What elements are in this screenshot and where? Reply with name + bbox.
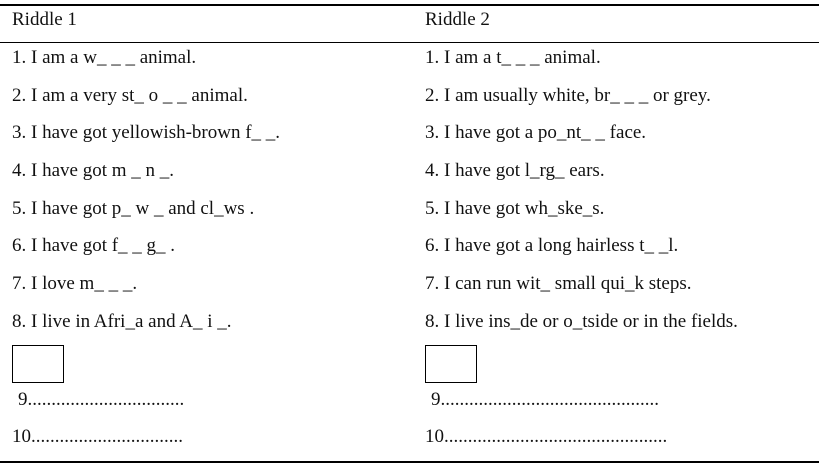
riddle-2-clue-3: 3. I have got a po_nt_ _ face. [425,122,647,143]
riddle-2-answer-box[interactable] [425,345,477,383]
riddle-1-clue-3: 3. I have got yellowish-brown f_ _. [12,122,281,143]
riddle-1-clue-6: 6. I have got f_ _ g_ . [12,235,176,256]
riddle-1-column [12,0,412,469]
riddle-2-clue-5: 5. I have got wh_ske_s. [425,198,605,219]
riddle-2-clue-8: 8. I live ins_de or o_tside or in the fields. [425,311,738,332]
riddle-1-answer-line-10[interactable]: 10................................ [12,426,183,447]
riddle-2-clue-7: 7. I can run wit_ small qui_k steps. [425,273,692,294]
riddle-1-heading: Riddle 1 [12,9,77,30]
riddle-2-clue-6: 6. I have got a long hairless t_ _l. [425,235,679,256]
riddle-1-clue-4: 4. I have got m _ n _. [12,160,175,181]
riddle-1-answer-box[interactable] [12,345,64,383]
riddle-2-heading: Riddle 2 [425,9,490,30]
riddle-1-clue-7: 7. I love m_ _ _. [12,273,138,294]
riddle-2-answer-line-10[interactable]: 10............................................... [425,426,668,447]
riddle-2-answer-line-9[interactable]: 9.............................................. [431,389,659,410]
riddle-1-clue-1: 1. I am a w_ _ _ animal. [12,47,197,68]
riddle-2-clue-2: 2. I am usually white, br_ _ _ or grey. [425,85,711,106]
riddle-2-clue-1: 1. I am a t_ _ _ animal. [425,47,601,68]
riddle-1-clue-5: 5. I have got p_ w _ and cl_ws . [12,198,255,219]
riddle-1-answer-line-9[interactable]: 9................................. [18,389,185,410]
riddle-2-clue-4: 4. I have got l_rg_ ears. [425,160,605,181]
riddle-1-clue-2: 2. I am a very st_ o _ _ animal. [12,85,248,106]
riddle-2-column [425,0,819,469]
riddle-1-clue-8: 8. I live in Afri_a and A_ i _. [12,311,232,332]
